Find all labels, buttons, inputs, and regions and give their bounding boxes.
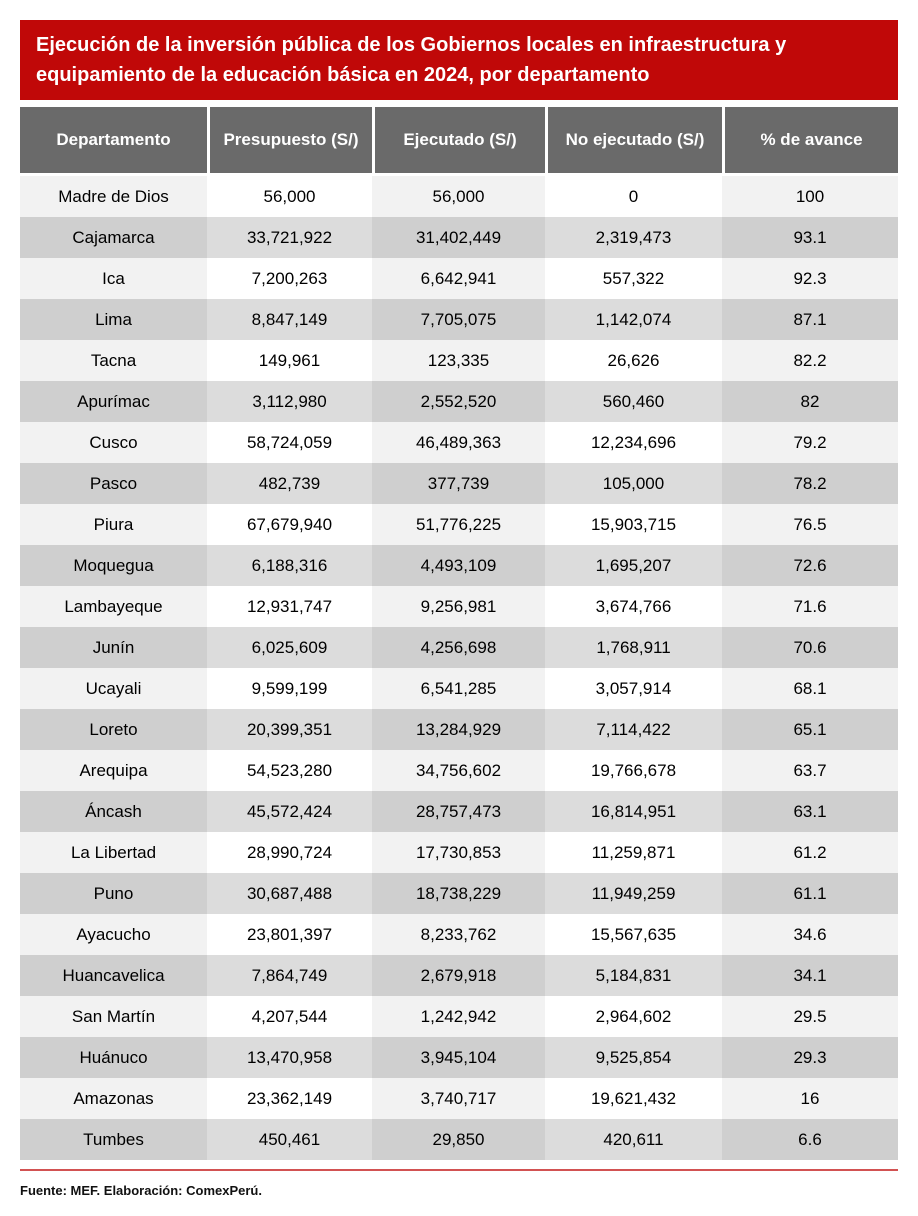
- table-row: [20, 955, 898, 996]
- cell-no-ejecutado: 11,259,871: [545, 832, 722, 873]
- cell-avance: 29.3: [722, 1037, 898, 1078]
- cell-presupuesto: 30,687,488: [207, 873, 372, 914]
- cell-departamento: Loreto: [20, 709, 207, 750]
- table-row: [20, 422, 898, 463]
- cell-presupuesto: 67,679,940: [207, 504, 372, 545]
- table-row: [20, 586, 898, 627]
- cell-departamento: Tacna: [20, 340, 207, 381]
- table-row: [20, 381, 898, 422]
- cell-avance: 93.1: [722, 217, 898, 258]
- cell-presupuesto: 45,572,424: [207, 791, 372, 832]
- cell-departamento: Arequipa: [20, 750, 207, 791]
- cell-no-ejecutado: 11,949,259: [545, 873, 722, 914]
- cell-ejecutado: 2,679,918: [372, 955, 545, 996]
- cell-no-ejecutado: 5,184,831: [545, 955, 722, 996]
- cell-presupuesto: 4,207,544: [207, 996, 372, 1037]
- cell-presupuesto: 9,599,199: [207, 668, 372, 709]
- cell-no-ejecutado: 2,964,602: [545, 996, 722, 1037]
- cell-presupuesto: 7,200,263: [207, 258, 372, 299]
- figure-title: Ejecución de la inversión pública de los Gobiernos locales en infraestructura y equipamiento de la educación básica en 2024, por departamento: [36, 34, 787, 86]
- cell-departamento: San Martín: [20, 996, 207, 1037]
- cell-avance: 63.7: [722, 750, 898, 791]
- cell-no-ejecutado: 560,460: [545, 381, 722, 422]
- cell-departamento: Cajamarca: [20, 217, 207, 258]
- cell-presupuesto: 28,990,724: [207, 832, 372, 873]
- table-row: [20, 1037, 898, 1078]
- table-row: [20, 750, 898, 791]
- cell-avance: 79.2: [722, 422, 898, 463]
- cell-presupuesto: 6,025,609: [207, 627, 372, 668]
- table-row: [20, 258, 898, 299]
- cell-avance: 6.6: [722, 1119, 898, 1160]
- cell-departamento: Lambayeque: [20, 586, 207, 627]
- cell-ejecutado: 4,256,698: [372, 627, 545, 668]
- cell-avance: 82.2: [722, 340, 898, 381]
- cell-ejecutado: 56,000: [372, 176, 545, 217]
- cell-ejecutado: 8,233,762: [372, 914, 545, 955]
- cell-ejecutado: 9,256,981: [372, 586, 545, 627]
- cell-presupuesto: 7,864,749: [207, 955, 372, 996]
- cell-departamento: Lima: [20, 299, 207, 340]
- cell-departamento: Huánuco: [20, 1037, 207, 1078]
- column-header-departamento: Departamento: [20, 107, 207, 173]
- cell-presupuesto: 149,961: [207, 340, 372, 381]
- table-row: [20, 791, 898, 832]
- table-row: [20, 176, 898, 217]
- cell-presupuesto: 23,801,397: [207, 914, 372, 955]
- table-body: [20, 176, 898, 1160]
- cell-no-ejecutado: 557,322: [545, 258, 722, 299]
- cell-presupuesto: 56,000: [207, 176, 372, 217]
- cell-no-ejecutado: 1,142,074: [545, 299, 722, 340]
- cell-ejecutado: 377,739: [372, 463, 545, 504]
- cell-ejecutado: 3,945,104: [372, 1037, 545, 1078]
- cell-departamento: Ucayali: [20, 668, 207, 709]
- table-row: [20, 668, 898, 709]
- cell-ejecutado: 34,756,602: [372, 750, 545, 791]
- cell-avance: 68.1: [722, 668, 898, 709]
- cell-departamento: Puno: [20, 873, 207, 914]
- cell-avance: 78.2: [722, 463, 898, 504]
- cell-no-ejecutado: 26,626: [545, 340, 722, 381]
- cell-ejecutado: 28,757,473: [372, 791, 545, 832]
- cell-avance: 16: [722, 1078, 898, 1119]
- table-row: [20, 873, 898, 914]
- cell-no-ejecutado: 3,057,914: [545, 668, 722, 709]
- table-row: [20, 914, 898, 955]
- cell-avance: 76.5: [722, 504, 898, 545]
- table-row: [20, 996, 898, 1037]
- cell-avance: 63.1: [722, 791, 898, 832]
- column-header-ejecutado: Ejecutado (S/): [372, 107, 545, 173]
- column-header-presupuesto: Presupuesto (S/): [207, 107, 372, 173]
- cell-ejecutado: 29,850: [372, 1119, 545, 1160]
- cell-departamento: Piura: [20, 504, 207, 545]
- table-row: [20, 217, 898, 258]
- cell-departamento: Amazonas: [20, 1078, 207, 1119]
- cell-presupuesto: 54,523,280: [207, 750, 372, 791]
- cell-departamento: Ayacucho: [20, 914, 207, 955]
- cell-avance: 70.6: [722, 627, 898, 668]
- cell-ejecutado: 31,402,449: [372, 217, 545, 258]
- table-row: [20, 545, 898, 586]
- cell-avance: 100: [722, 176, 898, 217]
- table-row: [20, 340, 898, 381]
- cell-no-ejecutado: 15,567,635: [545, 914, 722, 955]
- cell-no-ejecutado: 19,621,432: [545, 1078, 722, 1119]
- cell-ejecutado: 2,552,520: [372, 381, 545, 422]
- table-row: [20, 463, 898, 504]
- cell-presupuesto: 8,847,149: [207, 299, 372, 340]
- cell-presupuesto: 58,724,059: [207, 422, 372, 463]
- table-row: [20, 299, 898, 340]
- title-bar: [20, 20, 898, 100]
- cell-no-ejecutado: 0: [545, 176, 722, 217]
- table-row: [20, 709, 898, 750]
- cell-departamento: Junín: [20, 627, 207, 668]
- cell-no-ejecutado: 16,814,951: [545, 791, 722, 832]
- cell-ejecutado: 13,284,929: [372, 709, 545, 750]
- cell-departamento: Ica: [20, 258, 207, 299]
- cell-ejecutado: 18,738,229: [372, 873, 545, 914]
- cell-ejecutado: 123,335: [372, 340, 545, 381]
- table-row: [20, 1119, 898, 1160]
- table-row: [20, 832, 898, 873]
- cell-ejecutado: 3,740,717: [372, 1078, 545, 1119]
- cell-departamento: Madre de Dios: [20, 176, 207, 217]
- cell-departamento: Moquegua: [20, 545, 207, 586]
- cell-no-ejecutado: 3,674,766: [545, 586, 722, 627]
- cell-presupuesto: 33,721,922: [207, 217, 372, 258]
- cell-ejecutado: 6,642,941: [372, 258, 545, 299]
- cell-no-ejecutado: 1,695,207: [545, 545, 722, 586]
- column-header-no-ejecutado: No ejecutado (S/): [545, 107, 722, 173]
- cell-avance: 34.1: [722, 955, 898, 996]
- source-note: Fuente: MEF. Elaboración: ComexPerú.: [20, 1183, 262, 1198]
- cell-no-ejecutado: 15,903,715: [545, 504, 722, 545]
- cell-presupuesto: 23,362,149: [207, 1078, 372, 1119]
- cell-avance: 82: [722, 381, 898, 422]
- cell-no-ejecutado: 9,525,854: [545, 1037, 722, 1078]
- footer-divider: [20, 1169, 898, 1171]
- cell-departamento: Tumbes: [20, 1119, 207, 1160]
- cell-presupuesto: 482,739: [207, 463, 372, 504]
- cell-no-ejecutado: 1,768,911: [545, 627, 722, 668]
- table-row: [20, 1078, 898, 1119]
- table-row: [20, 627, 898, 668]
- cell-ejecutado: 4,493,109: [372, 545, 545, 586]
- cell-avance: 61.1: [722, 873, 898, 914]
- cell-ejecutado: 7,705,075: [372, 299, 545, 340]
- cell-presupuesto: 12,931,747: [207, 586, 372, 627]
- cell-presupuesto: 13,470,958: [207, 1037, 372, 1078]
- table-header-row: [20, 107, 898, 173]
- cell-ejecutado: 1,242,942: [372, 996, 545, 1037]
- cell-avance: 61.2: [722, 832, 898, 873]
- cell-presupuesto: 20,399,351: [207, 709, 372, 750]
- cell-avance: 34.6: [722, 914, 898, 955]
- cell-avance: 65.1: [722, 709, 898, 750]
- cell-ejecutado: 6,541,285: [372, 668, 545, 709]
- cell-presupuesto: 6,188,316: [207, 545, 372, 586]
- cell-avance: 72.6: [722, 545, 898, 586]
- cell-departamento: Huancavelica: [20, 955, 207, 996]
- cell-no-ejecutado: 2,319,473: [545, 217, 722, 258]
- cell-ejecutado: 51,776,225: [372, 504, 545, 545]
- cell-no-ejecutado: 420,611: [545, 1119, 722, 1160]
- cell-ejecutado: 46,489,363: [372, 422, 545, 463]
- cell-presupuesto: 450,461: [207, 1119, 372, 1160]
- cell-ejecutado: 17,730,853: [372, 832, 545, 873]
- cell-departamento: Pasco: [20, 463, 207, 504]
- cell-avance: 71.6: [722, 586, 898, 627]
- cell-no-ejecutado: 105,000: [545, 463, 722, 504]
- cell-departamento: Áncash: [20, 791, 207, 832]
- cell-avance: 29.5: [722, 996, 898, 1037]
- cell-no-ejecutado: 12,234,696: [545, 422, 722, 463]
- data-table: [20, 107, 898, 1160]
- cell-presupuesto: 3,112,980: [207, 381, 372, 422]
- cell-no-ejecutado: 19,766,678: [545, 750, 722, 791]
- cell-avance: 87.1: [722, 299, 898, 340]
- cell-departamento: Apurímac: [20, 381, 207, 422]
- cell-avance: 92.3: [722, 258, 898, 299]
- table-row: [20, 504, 898, 545]
- column-header-avance: % de avance: [722, 107, 898, 173]
- cell-no-ejecutado: 7,114,422: [545, 709, 722, 750]
- cell-departamento: La Libertad: [20, 832, 207, 873]
- cell-departamento: Cusco: [20, 422, 207, 463]
